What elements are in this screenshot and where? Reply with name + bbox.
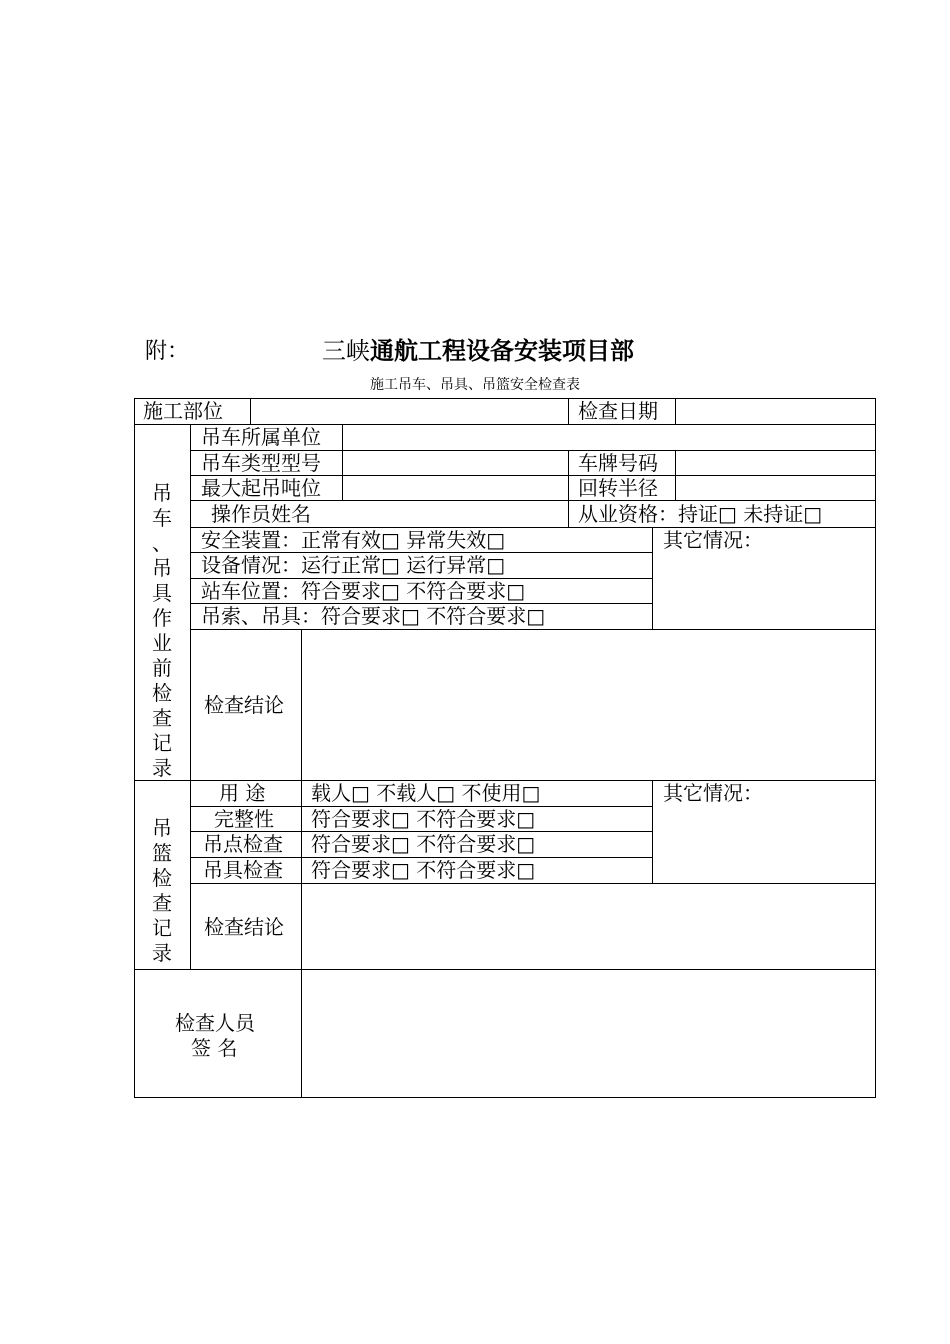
col-divider (301, 883, 302, 970)
hoist-point-label: 吊点检查 (203, 832, 283, 856)
table-border-bottom (134, 1097, 876, 1098)
col-divider (568, 398, 569, 424)
basket-integrity-field: 符合要求□ 不符合要求□ (311, 807, 536, 831)
document-title (322, 331, 634, 366)
col-divider (652, 780, 653, 883)
hoist-point-field: 符合要求□ 不符合要求□ (311, 832, 536, 856)
inspector-label: 检查人员 (175, 1011, 255, 1035)
col-divider (190, 424, 191, 970)
col-divider (675, 450, 676, 500)
section-divider (134, 969, 876, 970)
equipment-status-field: 设备情况：运行正常□ 运行异常□ (201, 553, 506, 577)
col-divider (250, 398, 251, 424)
col-divider (652, 527, 653, 630)
table-border-top (134, 398, 876, 399)
parking-position-field: 站车位置：符合要求□ 不符合要求□ (201, 579, 526, 603)
signature-label: 签 名 (191, 1036, 238, 1060)
basket-usage-label: 用 途 (219, 781, 266, 805)
turn-radius-label: 回转半径 (578, 476, 658, 500)
col-divider (301, 780, 302, 883)
sling-rigging-field: 吊索、吊具：符合要求□ 不符合要求□ (201, 604, 546, 628)
basket-conclusion-label: 检查结论 (204, 915, 284, 939)
basket-integrity-label: 完整性 (214, 807, 274, 831)
operator-name-label: 操作员姓名 (211, 502, 311, 526)
basket-section-label: 吊 篮 检 查 记 录 (152, 816, 172, 965)
crane-owner-unit-label: 吊车所属单位 (201, 425, 321, 449)
basket-rigging-label: 吊具检查 (203, 858, 283, 882)
form-subtitle: 施工吊车、吊具、吊篮安全检查表 (370, 377, 580, 393)
attachment-prefix: 附： (145, 339, 190, 364)
row-divider (190, 883, 876, 884)
crane-other-label: 其它情况： (663, 528, 763, 552)
crane-model-label: 吊车类型型号 (201, 451, 321, 475)
plate-number-label: 车牌号码 (578, 451, 658, 475)
title-org-plain: 三峡 (322, 337, 370, 365)
col-divider (301, 629, 302, 780)
crane-section-label: 吊 车 、 吊 具 作 业 前 检 查 记 录 (152, 481, 172, 780)
operator-qualification-field: 从业资格：持证□ 未持证□ (578, 502, 823, 526)
safety-device-field: 安全装置：正常有效□ 异常失效□ (201, 528, 506, 552)
inspection-date-label: 检查日期 (578, 399, 658, 423)
title-org-bold: 通航工程设备安装项目部 (370, 337, 634, 365)
col-divider (568, 450, 569, 527)
location-label: 施工部位 (143, 399, 223, 423)
crane-conclusion-label: 检查结论 (204, 693, 284, 717)
max-tonnage-label: 最大起吊吨位 (201, 476, 321, 500)
col-divider (342, 424, 343, 500)
row-divider (190, 629, 876, 630)
basket-other-label: 其它情况： (663, 781, 763, 805)
table-border-left (134, 398, 135, 1098)
basket-rigging-field: 符合要求□ 不符合要求□ (311, 858, 536, 882)
basket-usage-field: 载人□ 不载人□ 不使用□ (311, 781, 541, 805)
table-border-right (875, 398, 876, 1098)
col-divider (675, 398, 676, 424)
row-divider (190, 500, 876, 501)
col-divider (301, 969, 302, 1098)
